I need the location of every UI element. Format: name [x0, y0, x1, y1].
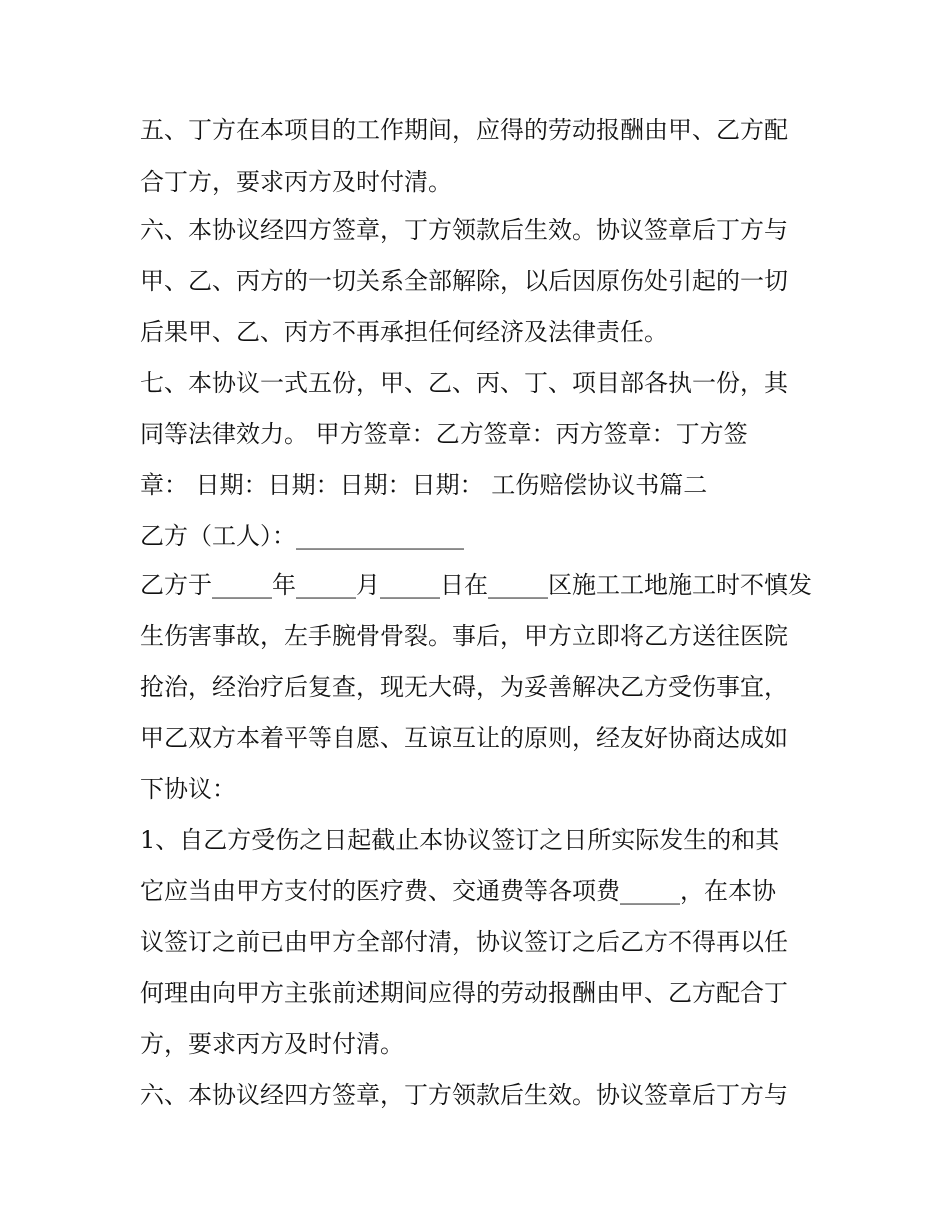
paragraph-line: 合丁方，要求丙方及时付清。 — [140, 168, 452, 196]
paragraph-line: 章： 日期：日期：日期：日期： 工伤赔偿协议书篇二 — [140, 471, 708, 499]
paragraph-line: 五、丁方在本项目的工作期间，应得的劳动报酬由甲、乙方配 — [140, 116, 788, 144]
paragraph-line: 抢治，经治疗后复查，现无大碍，为妥善解决乙方受伤事宜， — [140, 673, 788, 701]
paragraph-line: 同等法律效力。 甲方签章：乙方签章：丙方签章：丁方签 — [140, 420, 748, 448]
paragraph-line: 甲、乙、丙方的一切关系全部解除，以后因原伤处引起的一切 — [140, 267, 788, 295]
paragraph-line: 生伤害事故，左手腕骨骨裂。事后，甲方立即将乙方送往医院 — [140, 622, 788, 650]
paragraph-line: 1、自乙方受伤之日起截止本协议签订之日所实际发生的和其 — [140, 826, 780, 854]
paragraph-line: 七、本协议一式五份，甲、乙、丙、丁、项目部各执一份，其 — [140, 369, 788, 397]
paragraph-line: 乙方于_____年_____月_____日在_____区施工工地施工时不慎发 — [140, 571, 812, 599]
paragraph-line: 甲乙双方本着平等自愿、互谅互让的原则，经友好协商达成如 — [140, 724, 788, 752]
paragraph-line: 六、本协议经四方签章，丁方领款后生效。协议签章后丁方与 — [140, 1081, 788, 1109]
paragraph-line: 它应当由甲方支付的医疗费、交通费等各项费_____，在本协 — [140, 877, 776, 905]
paragraph-line: 方，要求丙方及时付清。 — [140, 1030, 404, 1058]
paragraph-line: 议签订之前已由甲方全部付清，协议签订之后乙方不得再以任 — [140, 928, 788, 956]
paragraph-line: 后果甲、乙、丙方不再承担任何经济及法律责任。 — [140, 318, 668, 346]
paragraph-line: 何理由向甲方主张前述期间应得的劳动报酬由甲、乙方配合丁 — [140, 979, 788, 1007]
paragraph-line: 下协议： — [140, 775, 236, 803]
paragraph-line: 六、本协议经四方签章，丁方领款后生效。协议签章后丁方与 — [140, 216, 788, 244]
paragraph-line: 乙方（工人）：______________ — [140, 522, 464, 550]
